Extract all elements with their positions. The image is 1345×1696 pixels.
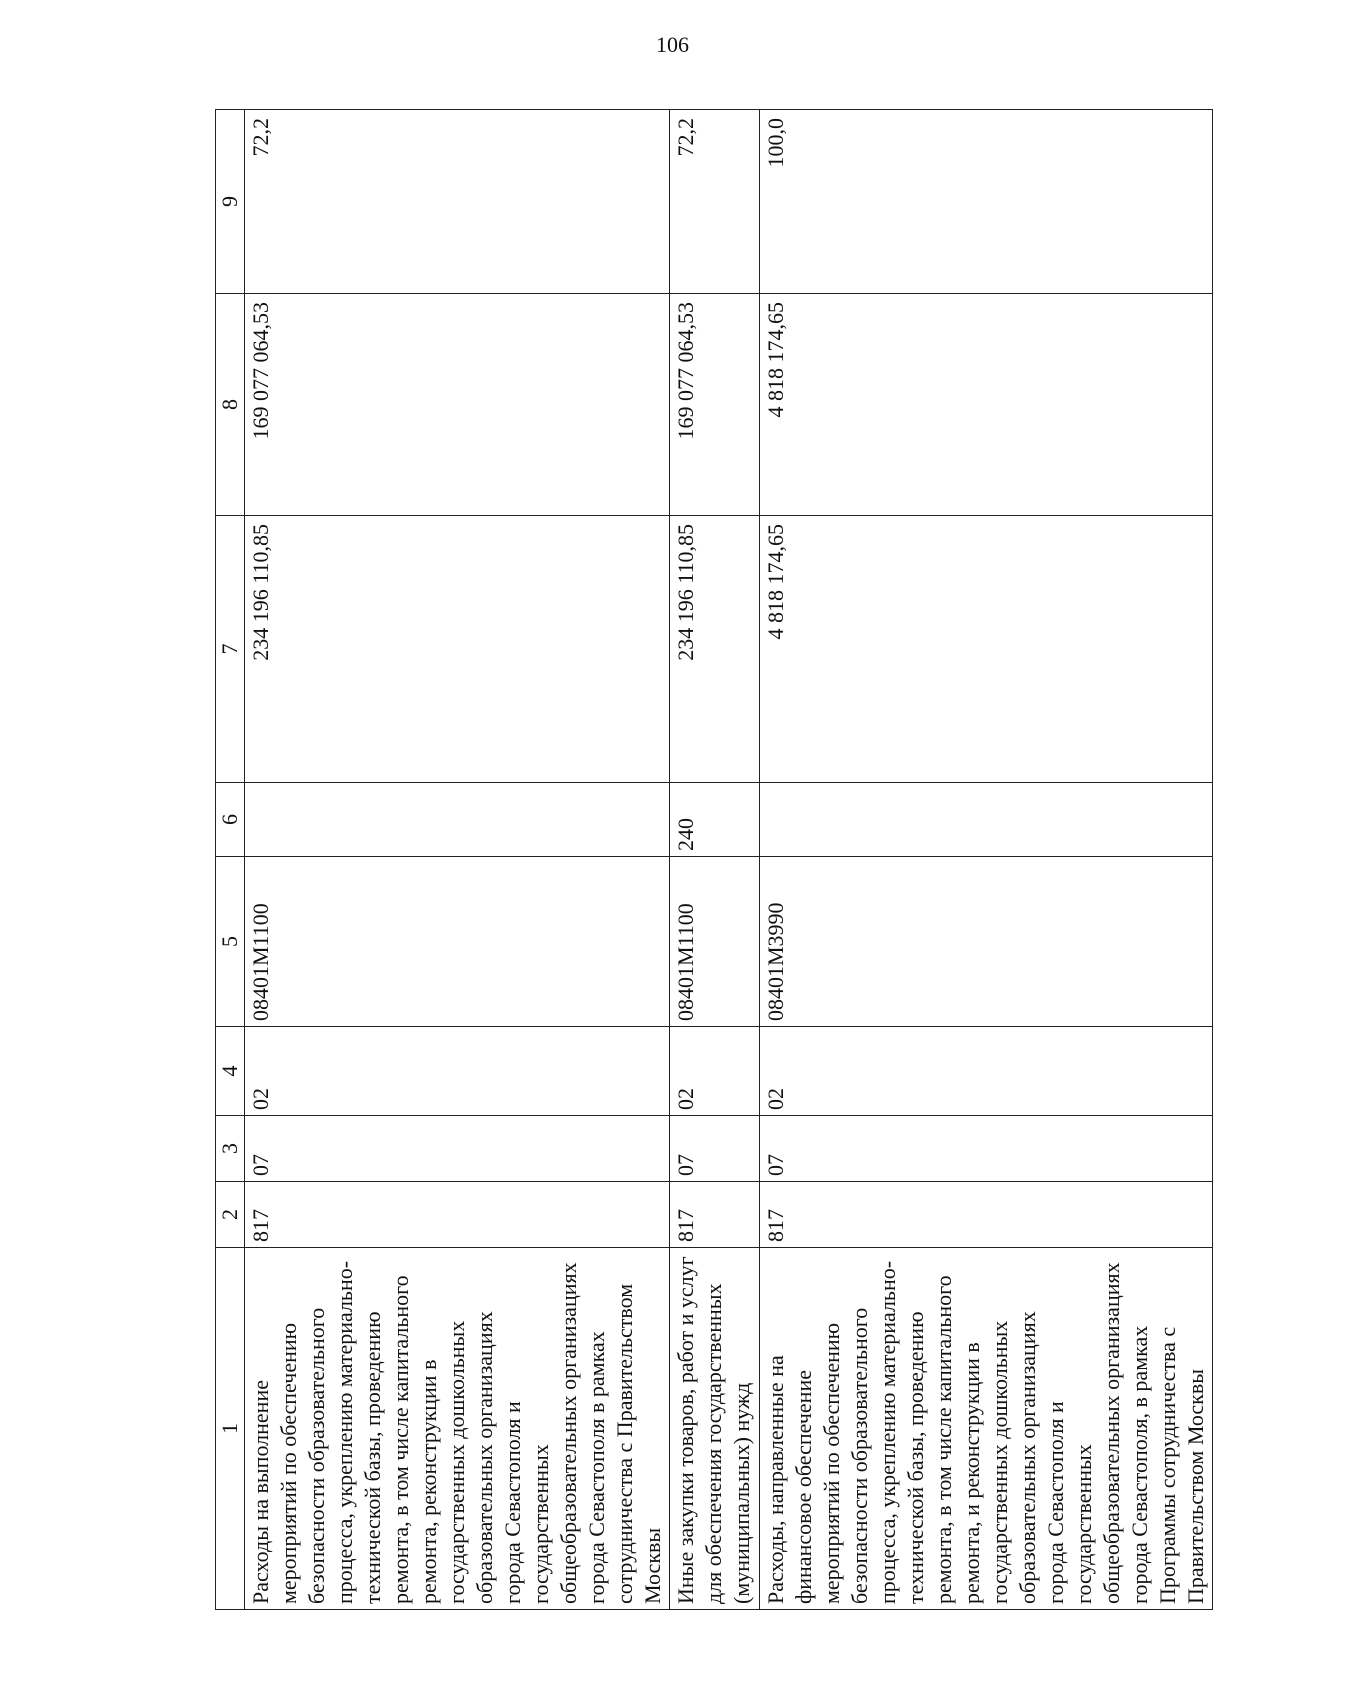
row-3-c5: 08401M3990	[760, 857, 1213, 1027]
row-1-c9: 72,2	[245, 110, 670, 294]
header-col-5: 5	[216, 857, 245, 1027]
header-col-2: 2	[216, 1182, 245, 1248]
page-number: 106	[656, 32, 689, 57]
row-3-c8: 4 818 174,65	[760, 294, 1213, 516]
row-2-c9: 72,2	[670, 110, 760, 294]
row-2-c8: 169 077 064,53	[670, 294, 760, 516]
row-2-c4: 02	[670, 1027, 760, 1116]
table-row	[670, 110, 760, 1610]
row-2-c7: 234 196 110,85	[670, 516, 760, 783]
row-1-name: Расходы на выполнение мероприятий по обеспечению безопасности образовательного процесса, укреплению материально-технической базы, проведению ремонта, в том числе капитального ремонта, реконструкции в государственных дошкольных образовательных организациях города Севастополя и государственных общеобразовательных организациях города Севастополя в рамках сотрудничества с Правительством Москвы	[245, 1248, 670, 1610]
row-1-c5: 08401M1100	[245, 857, 670, 1027]
header-col-3: 3	[216, 1116, 245, 1182]
table-row	[245, 110, 670, 1610]
row-2-c5: 08401M1100	[670, 857, 760, 1027]
row-1-c7: 234 196 110,85	[245, 516, 670, 783]
row-1-c3: 07	[245, 1116, 670, 1182]
row-2-c3: 07	[670, 1116, 760, 1182]
row-3-c6	[760, 783, 1213, 857]
row-2-c6: 240	[670, 783, 760, 857]
row-3-name: Расходы, направленные на финансовое обеспечение мероприятий по обеспечению безопасности образовательного процесса, укреплению материально-технической базы, проведению ремонта, в том числе капитального ремонта, и реконструкции в государственных дошкольных образовательных организациях города Севастополя и государственных общеобразовательных организациях города Севастополя, в рамках Программы сотрудничества с Правительством Москвы	[760, 1248, 1213, 1610]
table-row	[760, 110, 1213, 1610]
header-col-8: 8	[216, 294, 245, 516]
row-1-c4: 02	[245, 1027, 670, 1116]
header-row	[216, 110, 245, 1610]
header-col-4: 4	[216, 1027, 245, 1116]
row-3-c7: 4 818 174,65	[760, 516, 1213, 783]
row-3-c2: 817	[760, 1182, 1213, 1248]
header-col-1: 1	[216, 1248, 245, 1610]
row-3-c3: 07	[760, 1116, 1213, 1182]
budget-table	[215, 109, 1213, 1610]
row-2-name: Иные закупки товаров, работ и услуг для обеспечения государственных (муниципальных) нужд	[670, 1248, 760, 1610]
row-2-c2: 817	[670, 1182, 760, 1248]
header-col-9: 9	[216, 110, 245, 294]
row-3-c9: 100,0	[760, 110, 1213, 294]
header-col-7: 7	[216, 516, 245, 783]
row-3-c4: 02	[760, 1027, 1213, 1116]
row-1-c6	[245, 783, 670, 857]
header-col-6: 6	[216, 783, 245, 857]
row-1-c2: 817	[245, 1182, 670, 1248]
budget-table-rotated	[215, 110, 1208, 1610]
row-1-c8: 169 077 064,53	[245, 294, 670, 516]
